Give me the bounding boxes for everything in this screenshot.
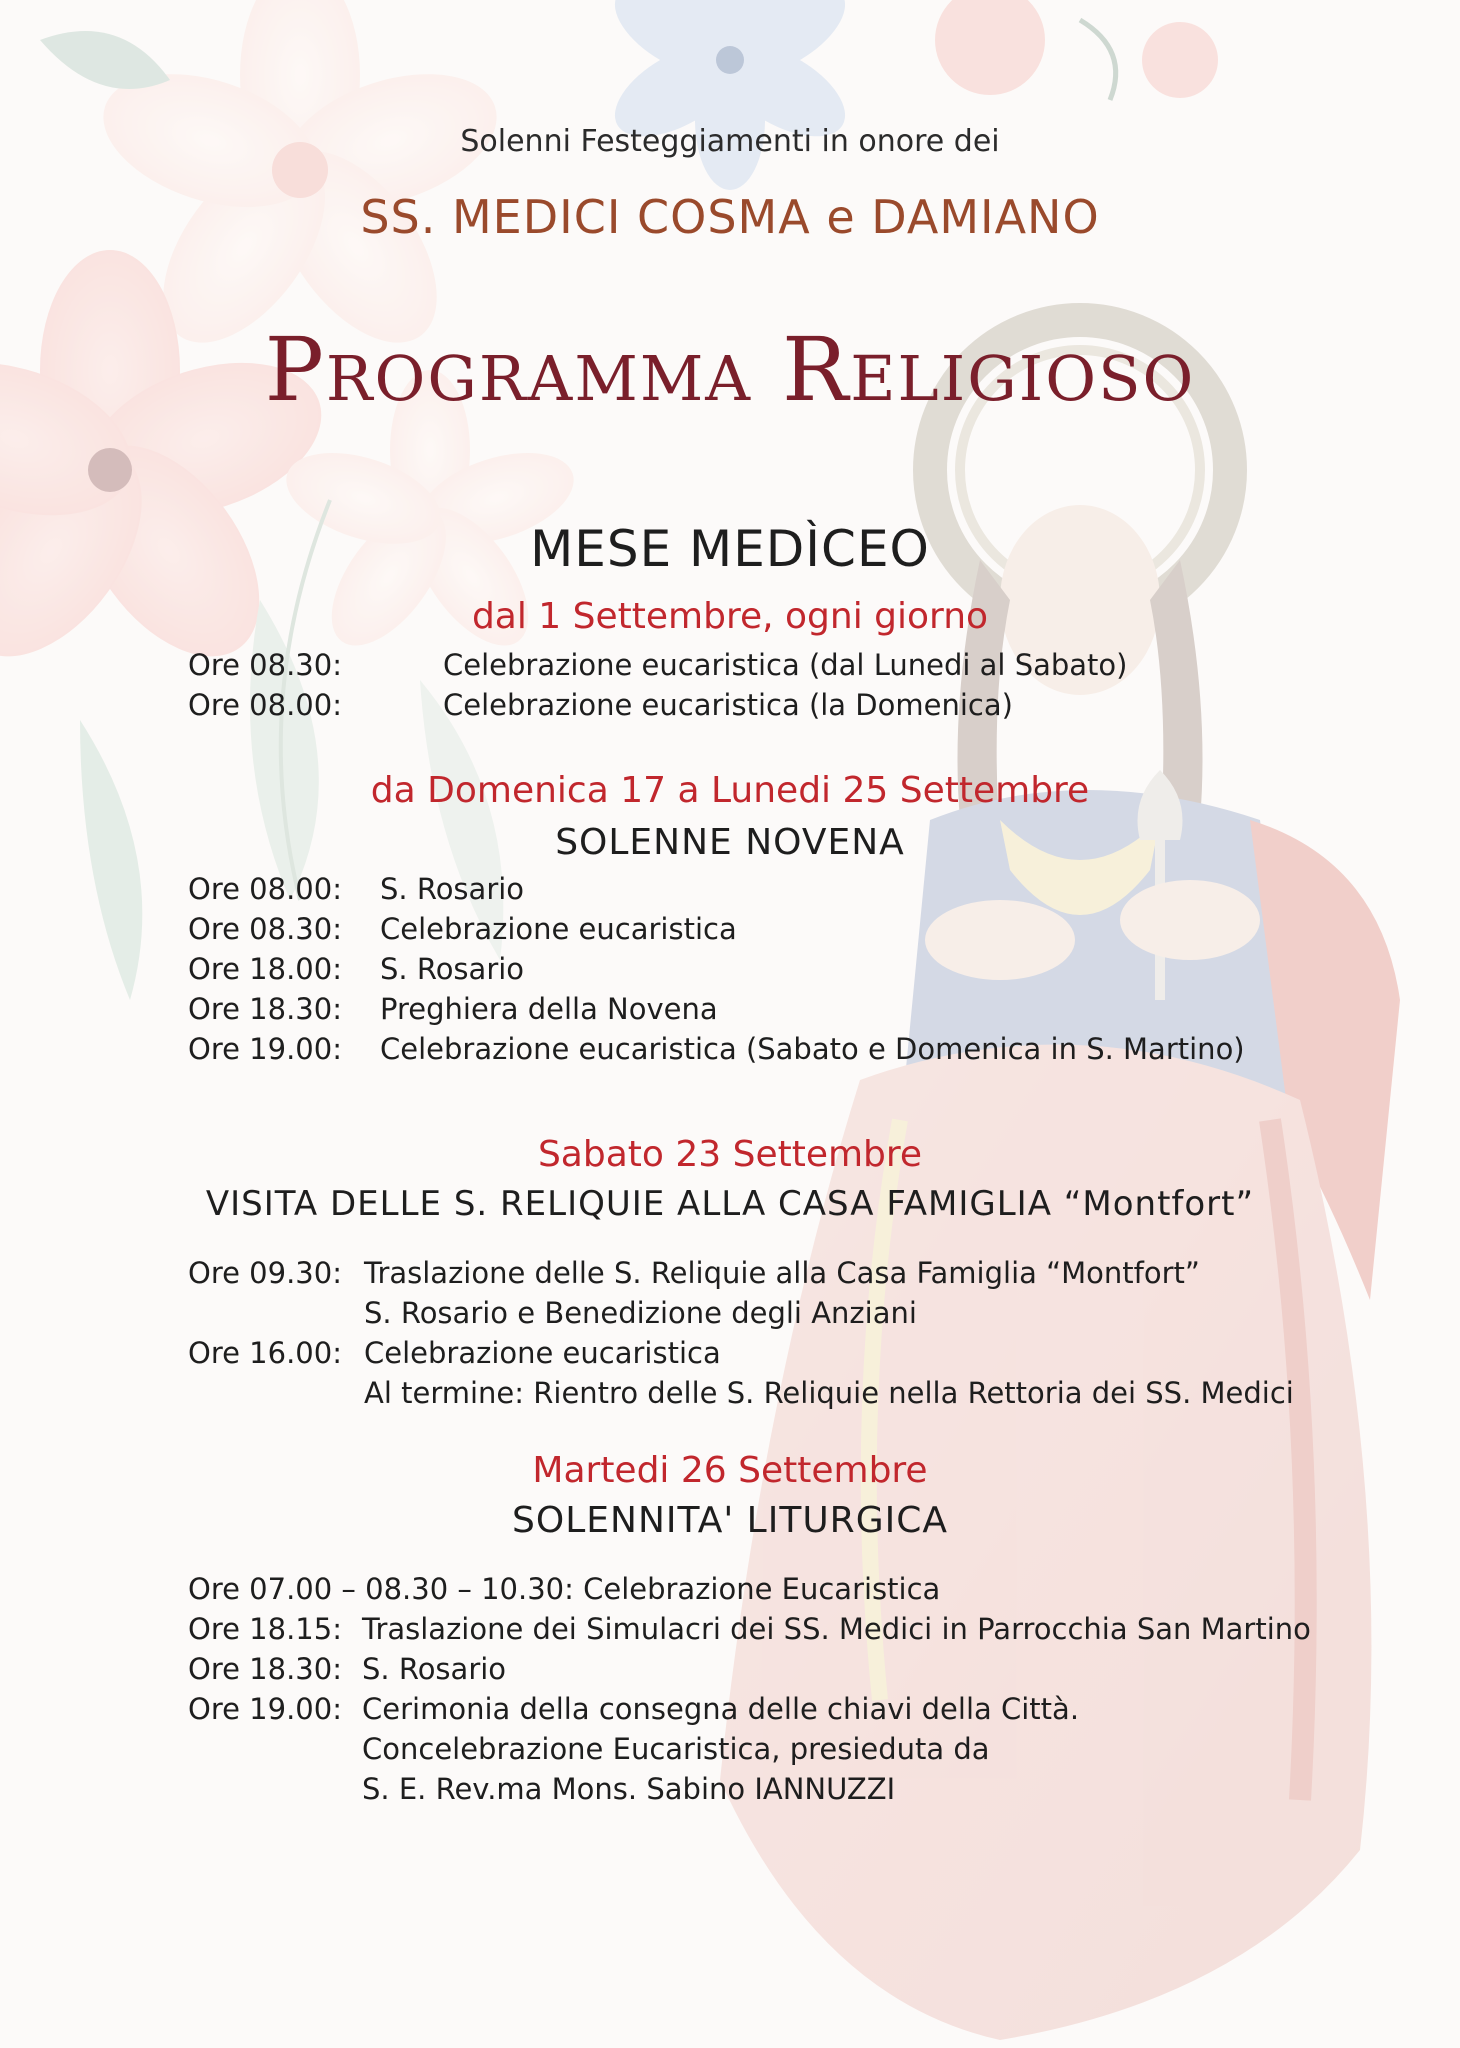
time-label: Ore 18.00: xyxy=(188,952,342,986)
event-desc: S. Rosario xyxy=(380,872,525,906)
event-desc: Celebrazione eucaristica xyxy=(380,912,737,946)
time-label: Ore 19.00: xyxy=(188,1692,342,1726)
novena-title: SOLENNE NOVENA xyxy=(555,822,905,863)
event-desc: Concelebrazione Eucaristica, presieduta da xyxy=(362,1732,990,1766)
time-label: Ore 18.15: xyxy=(188,1612,342,1646)
event-desc: Preghiera della Novena xyxy=(380,992,718,1026)
mese-date: dal 1 Settembre, ogni giorno xyxy=(471,596,989,637)
event-desc: S. Rosario xyxy=(362,1652,507,1686)
novena-date: da Domenica 17 a Lunedi 25 Settembre xyxy=(370,770,1090,811)
event-desc: Traslazione delle S. Reliquie alla Casa Famiglia “Montfort” xyxy=(364,1256,1200,1290)
main-title: Programma Religioso xyxy=(264,318,1196,421)
intro-text: Solenni Festeggiamenti in onore dei xyxy=(460,124,1000,159)
event-desc: Al termine: Rientro delle S. Reliquie nella Rettoria dei SS. Medici xyxy=(364,1376,1294,1410)
time-label: Ore 18.30: xyxy=(188,992,342,1026)
event-desc: Celebrazione eucaristica xyxy=(364,1336,721,1370)
event-desc: Ore 07.00 – 08.30 – 10.30: Celebrazione Eucaristica xyxy=(188,1572,941,1606)
time-label: Ore 09.30: xyxy=(188,1256,342,1290)
time-label: Ore 16.00: xyxy=(188,1336,342,1370)
mese-title: MESE MEDÌCEO xyxy=(530,520,930,578)
event-desc: Traslazione dei Simulacri dei SS. Medici in Parrocchia San Martino xyxy=(362,1612,1311,1646)
time-label: Ore 08.30: xyxy=(188,648,342,682)
event-desc: S. Rosario e Benedizione degli Anziani xyxy=(364,1296,917,1330)
time-label: Ore 08.00: xyxy=(188,872,342,906)
solennita-title: SOLENNITA' LITURGICA xyxy=(512,1500,948,1541)
event-desc: Celebrazione eucaristica (dal Lunedi al Sabato) xyxy=(443,648,1128,682)
visita-title: VISITA DELLE S. RELIQUIE ALLA CASA FAMIGLIA “Montfort” xyxy=(205,1184,1255,1224)
time-label: Ore 19.00: xyxy=(188,1032,342,1066)
time-label: Ore 08.30: xyxy=(188,912,342,946)
event-desc: S. Rosario xyxy=(380,952,525,986)
time-label: Ore 08.00: xyxy=(188,688,342,722)
solennita-date: Martedi 26 Settembre xyxy=(532,1450,928,1491)
event-desc: Celebrazione eucaristica (la Domenica) xyxy=(443,688,1013,722)
event-desc: S. E. Rev.ma Mons. Sabino IANNUZZI xyxy=(362,1772,896,1806)
event-desc: Cerimonia della consegna delle chiavi della Città. xyxy=(362,1692,1080,1726)
visita-date: Sabato 23 Settembre xyxy=(537,1134,923,1175)
time-label: Ore 18.30: xyxy=(188,1652,342,1686)
saints-title: SS. MEDICI COSMA e DAMIANO xyxy=(360,190,1100,244)
event-desc: Celebrazione eucaristica (Sabato e Domenica in S. Martino) xyxy=(380,1032,1245,1066)
